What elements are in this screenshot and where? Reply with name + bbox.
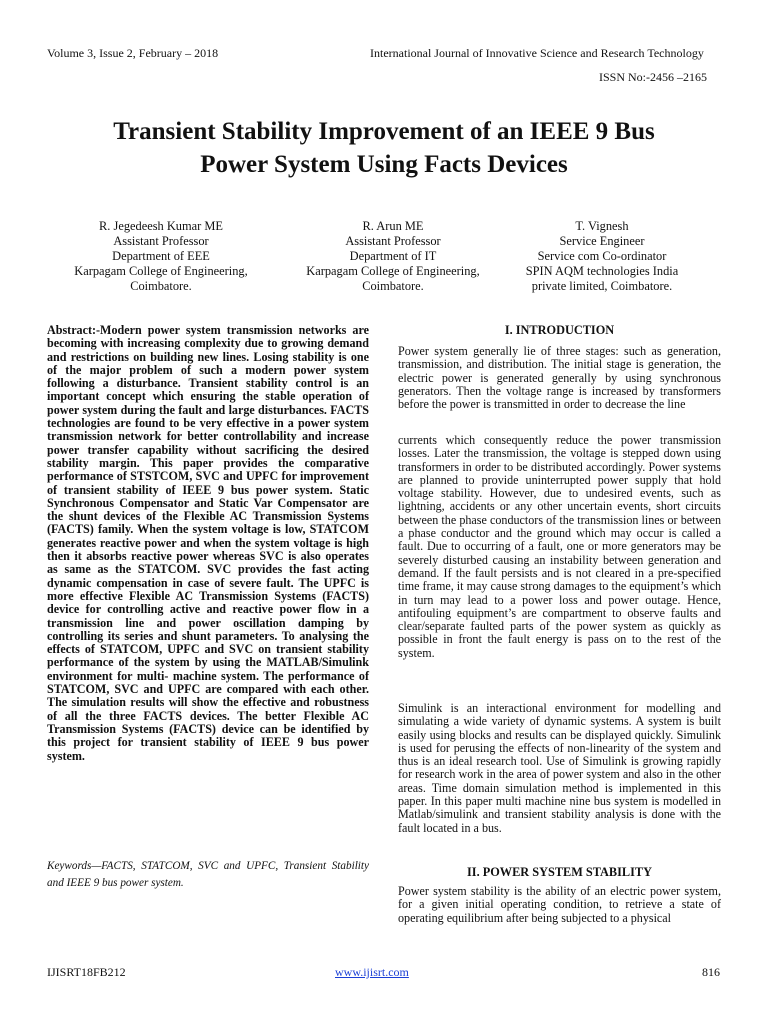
- author-2: [288, 219, 498, 294]
- author-dept: Department of EEE: [112, 249, 210, 263]
- section-heading-introduction: I. INTRODUCTION: [504, 323, 615, 337]
- paper-id: IJISRT18FB212: [47, 965, 126, 979]
- author-org: Karpagam College of Engineering,: [306, 264, 480, 278]
- author-city: Coimbatore.: [362, 279, 424, 293]
- simulink-paragraph: [398, 702, 721, 835]
- keywords-text: Keywords—FACTS, STATCOM, SVC and UPFC, Transient Stability and IEEE 9 bus power system.: [47, 860, 369, 889]
- abstract-text: Abstract:-Modern power system transmission networks are becoming with increasing complexity due to growing demand and restrictions on building new lines. Losing stability is one of the major problem of such a modern power system following a disturbance. Transient stability control is an important concept which ensuring the stable operation of power system during the fault and large disturbances. FACTS technologies are found to be very effective in a power system transmission network for better controllability and increase power transfer capability without sacrificing the desired stability margin. This paper provides the comparative performance of STSTCOM, SVC and UPFC for improvement of transient stability of IEEE 9 bus power system. Static Synchronous Compensator and Static Var Compensator are the shunt devices of the Flexible AC Transmission Systems (FACTS) family. When the system voltage is low, STATCOM generates reactive power and when the system voltage is high then it absorbs reactive power whereas SVC is also operates as same as the STATCOM. SVC provides the fast acting dynamic compensation in case of severe fault. The UPFC is more effective Flexible AC Transmission Systems (FACTS) device for controlling active and reactive power flow in a transmission line and power oscillation damping by controlling its series and shunt parameters. To analysing the effects of STATCOM, UPFC and SVC on transient stability performance of the system by using the MATLAB/Simulink environment for multi- machine system. The performance of STATCOM, SVC and UPFC are compared with each other. The simulation results will show the effective and robustness of all the three FACTS devices. The better Flexible AC Transmission Systems (FACTS) device can be identified by this project for transient stability of IEEE 9 bus power system.: [47, 323, 369, 763]
- abstract: [47, 324, 369, 763]
- paragraph-text: currents which consequently reduce the power transmission losses. Later the transmission, the voltage is stepped down using transformers in order to be distributed accordingly. Power systems are planned to provide uninterrupted power supply that hold voltage stability. However, due to undesired events, such as lightning, accidents or any other uncertain events, short circuits between the phase conductors of the transmission lines or between a phase conductor and the ground which may occur is called a fault. Due to occurring of a fault, one or more generators may be severely disturbed causing an instability between generation and demand. If the fault persists and is not cleared in a pre-specified time frame, it may cause strong damages to the equipment’s which in turn may lead to a power loss and power outage. Hence, antifouling equipment’s are compartment to observe faults and clear/separate faulted parts of the power system as quickly as possible in front the fault energy is pass on to the rest of the system.: [398, 433, 721, 660]
- paragraph-text: Simulink is an interactional environment for modelling and simulating a wide variety of dynamic systems. A system is built easily using blocks and results can be displayed quickly. Simulink is used for perusing the effects of non-linearity of the system and thus is an ideal research tool. Use of Simulink is growing rapidly for research work in the area of power system and also in the other areas. Time domain simulation method is implemented in this paper. In this paper multi machine nine bus system is modelled in Matlab/simulink and transient stability analysis is done with the fault located in a bus.: [398, 701, 721, 835]
- author-org: SPIN AQM technologies India: [525, 264, 679, 278]
- author-city: Coimbatore.: [130, 279, 192, 293]
- author-dept: Service com Co-ordinator: [537, 249, 667, 263]
- author-name: T. Vignesh: [575, 219, 629, 233]
- intro-paragraph-2: [398, 434, 721, 660]
- page-number: 816: [702, 965, 720, 979]
- paragraph-text: Power system stability is the ability of an electric power system, for a given initial operating condition, to retrieve a state of operating equilibrium after being subjected to a physical: [398, 884, 721, 925]
- intro-paragraph-1: [398, 345, 721, 411]
- author-role: Assistant Professor: [345, 234, 441, 248]
- author-role: Assistant Professor: [113, 234, 209, 248]
- title-line-2: Power System Using Facts Devices: [200, 151, 568, 178]
- volume-issue: Volume 3, Issue 2, February – 2018: [47, 46, 219, 60]
- author-role: Service Engineer: [559, 234, 645, 248]
- title-line-1: Transient Stability Improvement of an IEEE 9 Bus: [113, 118, 655, 145]
- journal-url-link[interactable]: www.ijisrt.com: [335, 965, 409, 979]
- paragraph-text: Power system generally lie of three stages: such as generation, transmission, and distribution. The initial stage is generation, the electric power is generated generally by using synchronous generators. Then the voltage range is increased by transformers before the power is transmitted in order to decrease the line: [398, 344, 721, 412]
- journal-name: International Journal of Innovative Science and Research Technology: [370, 46, 704, 60]
- author-name: R. Arun ME: [362, 219, 424, 233]
- author-dept: Department of IT: [349, 249, 437, 263]
- author-1: [56, 219, 266, 294]
- author-org: Karpagam College of Engineering,: [74, 264, 248, 278]
- stability-paragraph: [398, 885, 721, 925]
- author-city: private limited, Coimbatore.: [531, 279, 673, 293]
- author-3: [497, 219, 707, 294]
- section-heading-power-system-stability: II. POWER SYSTEM STABILITY: [467, 865, 652, 879]
- paper-title: [30, 115, 738, 181]
- keywords: [47, 858, 369, 892]
- issn: ISSN No:-2456 –2165: [599, 70, 708, 84]
- author-name: R. Jegedeesh Kumar ME: [99, 219, 223, 233]
